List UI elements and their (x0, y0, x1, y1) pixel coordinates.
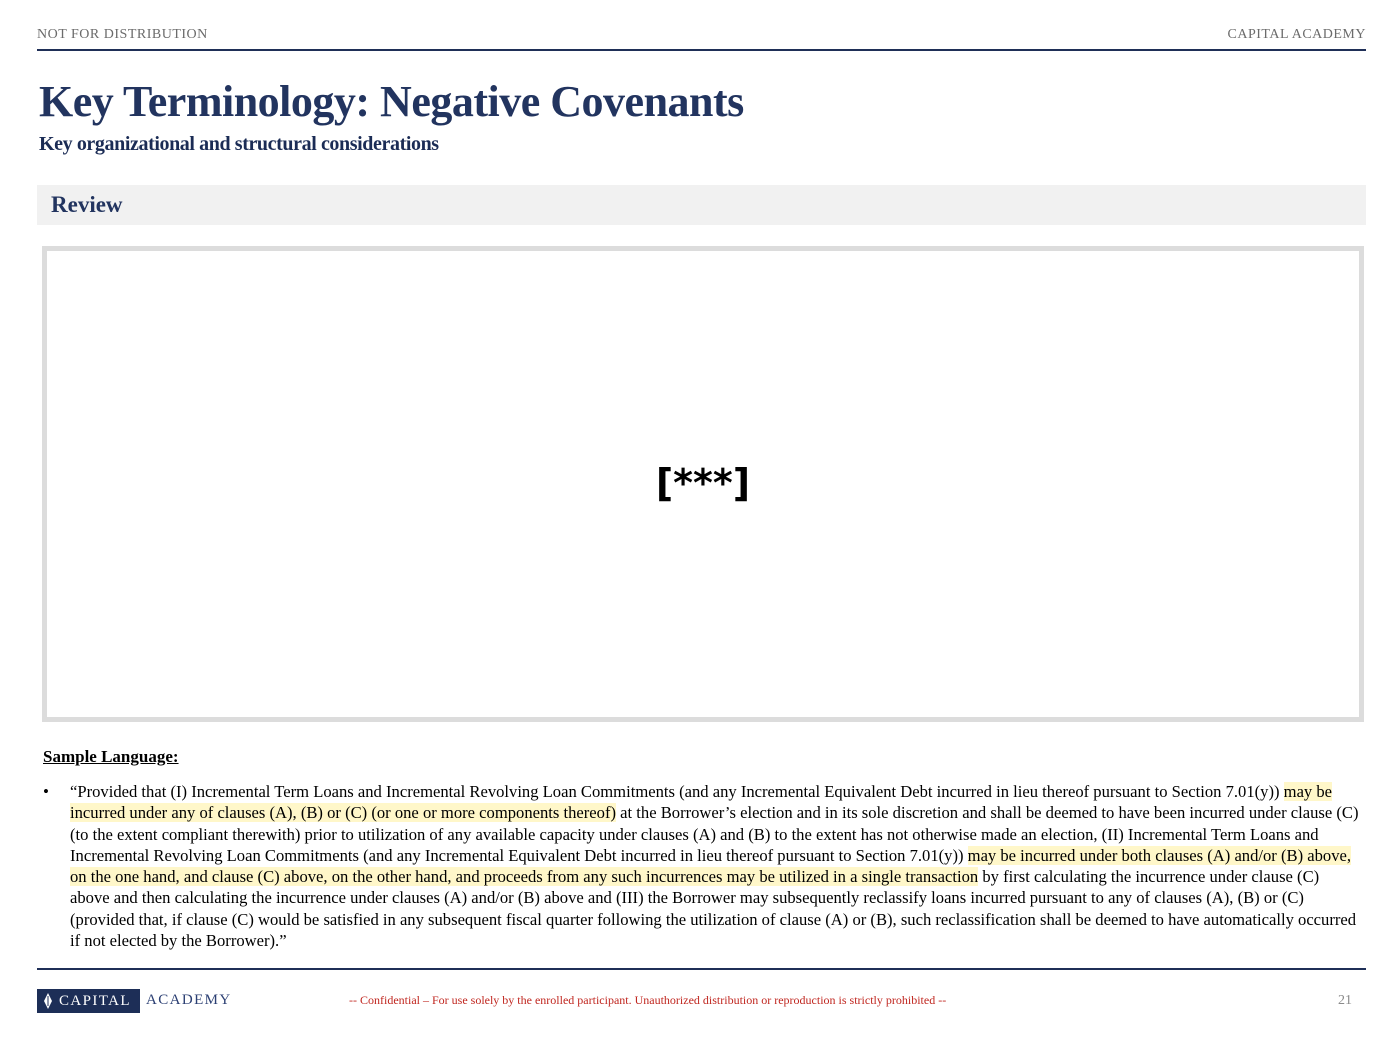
text-segment: “Provided that (I) Incremental Term Loans and Incremental Revolving Loan Commitments (and any Incremental Equivalent Debt incurred in lieu thereof pursuant to Section 7.01(y)) (70, 782, 1280, 801)
sample-language-text (70, 781, 1360, 951)
section-label: Review (51, 192, 123, 217)
highlighted-segment: may be incurred under any of clauses (A), (B) or (C) (or one or more components thereof) (70, 782, 1333, 823)
text-segment: at the Borrower’s election and in its sole discretion and shall be deemed to have been incurred under clause (C) (to the extent compliant therewith) prior to utilization of any available capacity under clauses (A) and (B) to the extent has not otherwise made an election, (II) Incremental Term Loans and Incremental Revolving Loan Commitments (and any Incremental Equivalent Debt incurred in lieu thereof pursuant to Section 7.01(y)) (70, 803, 1359, 865)
highlighted-segment: may be incurred under both clauses (A) and/or (B) above, on the one hand, and clause (C) above, on the other hand, and proceeds from any such incurrences may be utilized in a single transaction (70, 845, 1352, 887)
header-right-label: CAPITAL ACADEMY (1227, 27, 1366, 42)
section-bar (37, 185, 1366, 225)
logo-word-academy: ACADEMY (146, 992, 232, 1008)
header-left-label: NOT FOR DISTRIBUTION (37, 27, 208, 42)
logo (37, 989, 140, 1013)
page-title: Key Terminology: Negative Covenants (39, 77, 744, 126)
confidential-notice: -- Confidential – For use solely by the enrolled participant. Unauthorized distribution or reproduction is strictly prohibited -- (349, 993, 947, 1007)
flame-logo-icon (43, 993, 53, 1009)
bullet-icon: • (43, 782, 49, 801)
logo-word-capital: CAPITAL (59, 992, 131, 1009)
footer-divider (37, 968, 1366, 970)
page-number: 21 (1338, 993, 1352, 1008)
sample-language-heading: Sample Language: (43, 747, 179, 766)
text-segment: by first calculating the incurrence under clause (C) above and then calculating the incurrence under clauses (A) and/or (B) above and (III) the Borrower may subsequently reclassify loans incurred pursuant to any of clauses (A), (B) or (C) (provided that, if clause (C) would be satisfied in any subsequent fiscal quarter following the utilization of clause (A) or (B), such reclassification shall be deemed to have automatically occurred if not elected by the Borrower).” (70, 867, 1357, 951)
page-subtitle: Key organizational and structural considerations (39, 133, 439, 155)
review-content-box (42, 246, 1364, 722)
redacted-placeholder: [***] (655, 461, 751, 505)
header-divider (37, 49, 1366, 51)
